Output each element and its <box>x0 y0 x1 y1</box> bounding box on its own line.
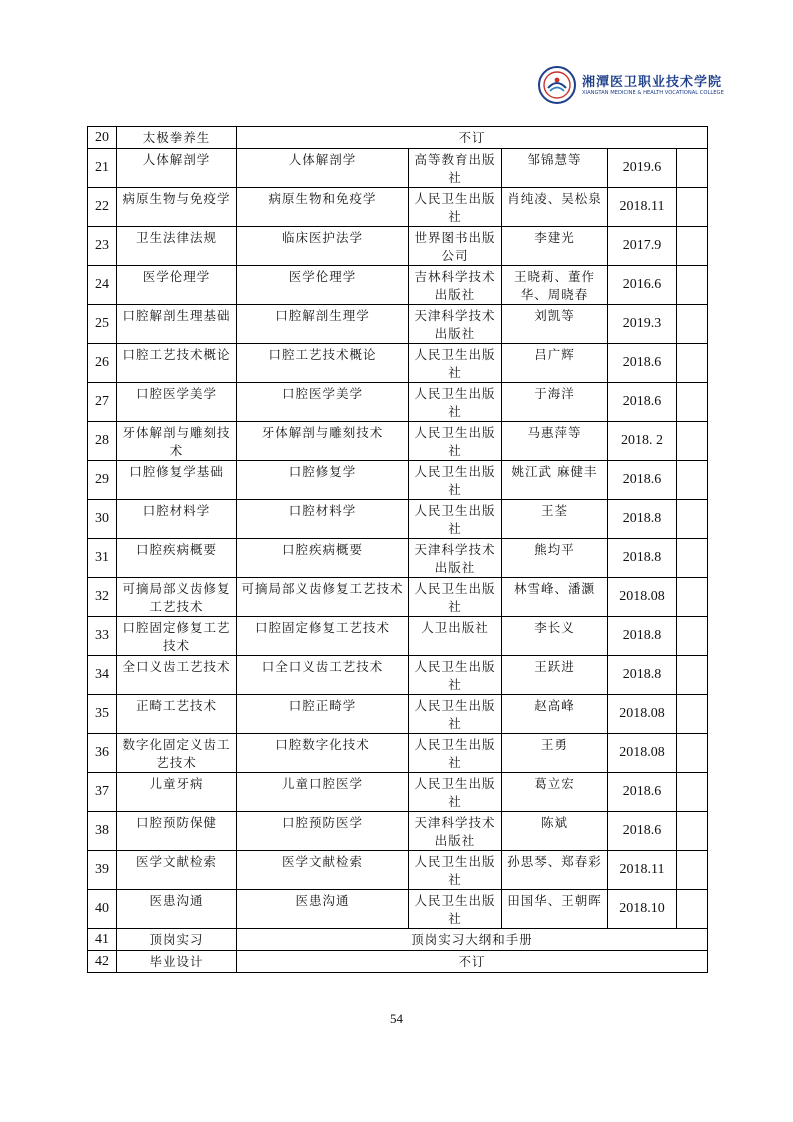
blank-cell <box>677 656 708 695</box>
table-row <box>88 188 708 227</box>
publish-date: 2018.8 <box>608 656 677 695</box>
textbook-title: 可摘局部义齿修复工艺技术 <box>237 578 409 617</box>
course-name: 人体解剖学 <box>117 149 237 188</box>
author: 林雪峰、潘灏 <box>502 578 608 617</box>
course-name: 口腔预防保健 <box>117 812 237 851</box>
blank-cell <box>677 266 708 305</box>
textbook-table-body <box>88 127 708 973</box>
table-row <box>88 929 708 951</box>
table-row <box>88 578 708 617</box>
row-number: 31 <box>88 539 117 578</box>
textbook-title: 口腔疾病概要 <box>237 539 409 578</box>
textbook-title: 口腔医学美学 <box>237 383 409 422</box>
row-number: 20 <box>88 127 117 149</box>
publisher: 人民卫生出版社 <box>409 851 502 890</box>
table-row <box>88 227 708 266</box>
row-number: 42 <box>88 951 117 973</box>
textbook-title: 口腔正畸学 <box>237 695 409 734</box>
page-number: 54 <box>390 1011 403 1026</box>
author: 李长义 <box>502 617 608 656</box>
table-row <box>88 695 708 734</box>
publisher: 人民卫生出版社 <box>409 383 502 422</box>
author: 王勇 <box>502 734 608 773</box>
author: 赵高峰 <box>502 695 608 734</box>
publish-date: 2018.08 <box>608 734 677 773</box>
publisher: 世界图书出版公司 <box>409 227 502 266</box>
author: 孙思琴、郑春彩 <box>502 851 608 890</box>
row-number: 40 <box>88 890 117 929</box>
row-number: 34 <box>88 656 117 695</box>
publish-date: 2018.10 <box>608 890 677 929</box>
course-name: 毕业设计 <box>117 951 237 973</box>
table-row <box>88 851 708 890</box>
college-emblem-icon <box>538 66 576 104</box>
course-name: 口腔解剖生理基础 <box>117 305 237 344</box>
course-name: 牙体解剖与雕刻技术 <box>117 422 237 461</box>
course-name: 顶岗实习 <box>117 929 237 951</box>
course-name: 医学文献检索 <box>117 851 237 890</box>
course-name: 口腔医学美学 <box>117 383 237 422</box>
author: 于海洋 <box>502 383 608 422</box>
row-number: 30 <box>88 500 117 539</box>
table-row <box>88 617 708 656</box>
publisher: 人民卫生出版社 <box>409 734 502 773</box>
span-note: 不订 <box>237 127 708 149</box>
publish-date: 2018.6 <box>608 773 677 812</box>
publisher: 天津科学技术出版社 <box>409 305 502 344</box>
span-note: 不订 <box>237 951 708 973</box>
publisher: 天津科学技术出版社 <box>409 539 502 578</box>
course-name: 病原生物与免疫学 <box>117 188 237 227</box>
publish-date: 2017.9 <box>608 227 677 266</box>
course-name: 儿童牙病 <box>117 773 237 812</box>
blank-cell <box>677 344 708 383</box>
table-row <box>88 951 708 973</box>
row-number: 41 <box>88 929 117 951</box>
publisher: 人民卫生出版社 <box>409 656 502 695</box>
textbook-title: 口腔预防医学 <box>237 812 409 851</box>
course-name: 口腔材料学 <box>117 500 237 539</box>
table-row <box>88 734 708 773</box>
table-row <box>88 422 708 461</box>
table-row <box>88 890 708 929</box>
row-number: 32 <box>88 578 117 617</box>
author: 王晓莉、董作华、周晓春 <box>502 266 608 305</box>
course-name: 医学伦理学 <box>117 266 237 305</box>
course-name: 可摘局部义齿修复工艺技术 <box>117 578 237 617</box>
author: 葛立宏 <box>502 773 608 812</box>
blank-cell <box>677 578 708 617</box>
publish-date: 2016.6 <box>608 266 677 305</box>
textbook-title: 临床医护法学 <box>237 227 409 266</box>
publisher: 人民卫生出版社 <box>409 500 502 539</box>
textbook-title: 口腔固定修复工艺技术 <box>237 617 409 656</box>
course-name: 数字化固定义齿工艺技术 <box>117 734 237 773</box>
blank-cell <box>677 227 708 266</box>
blank-cell <box>677 890 708 929</box>
blank-cell <box>677 500 708 539</box>
publisher: 吉林科学技术出版社 <box>409 266 502 305</box>
table-row <box>88 812 708 851</box>
textbook-title: 医学伦理学 <box>237 266 409 305</box>
author: 田国华、王朝晖 <box>502 890 608 929</box>
publish-date: 2018.6 <box>608 461 677 500</box>
table-row <box>88 383 708 422</box>
publish-date: 2018.6 <box>608 344 677 383</box>
blank-cell <box>677 617 708 656</box>
textbook-title: 口腔工艺技术概论 <box>237 344 409 383</box>
publisher: 高等教育出版社 <box>409 149 502 188</box>
table-row <box>88 539 708 578</box>
blank-cell <box>677 149 708 188</box>
row-number: 29 <box>88 461 117 500</box>
row-number: 27 <box>88 383 117 422</box>
course-name: 卫生法律法规 <box>117 227 237 266</box>
row-number: 24 <box>88 266 117 305</box>
textbook-title: 牙体解剖与雕刻技术 <box>237 422 409 461</box>
blank-cell <box>677 305 708 344</box>
publish-date: 2019.3 <box>608 305 677 344</box>
row-number: 38 <box>88 812 117 851</box>
author: 刘凯等 <box>502 305 608 344</box>
row-number: 28 <box>88 422 117 461</box>
publisher: 人卫出版社 <box>409 617 502 656</box>
row-number: 39 <box>88 851 117 890</box>
textbook-title: 医患沟通 <box>237 890 409 929</box>
publisher: 天津科学技术出版社 <box>409 812 502 851</box>
author: 熊均平 <box>502 539 608 578</box>
publisher: 人民卫生出版社 <box>409 773 502 812</box>
publish-date: 2018.6 <box>608 383 677 422</box>
publish-date: 2018. 2 <box>608 422 677 461</box>
textbook-title: 口腔修复学 <box>237 461 409 500</box>
row-number: 33 <box>88 617 117 656</box>
row-number: 36 <box>88 734 117 773</box>
publisher: 人民卫生出版社 <box>409 890 502 929</box>
publisher: 人民卫生出版社 <box>409 422 502 461</box>
college-name-cn: 湘潭医卫职业技术学院 <box>582 75 723 90</box>
textbook-title: 病原生物和免疫学 <box>237 188 409 227</box>
blank-cell <box>677 461 708 500</box>
textbook-title: 人体解剖学 <box>237 149 409 188</box>
author: 姚江武 麻健丰 <box>502 461 608 500</box>
textbook-title: 儿童口腔医学 <box>237 773 409 812</box>
publisher: 人民卫生出版社 <box>409 695 502 734</box>
author: 陈斌 <box>502 812 608 851</box>
college-logo <box>538 66 724 106</box>
publish-date: 2018.8 <box>608 539 677 578</box>
table-row <box>88 266 708 305</box>
publish-date: 2018.8 <box>608 617 677 656</box>
publisher: 人民卫生出版社 <box>409 344 502 383</box>
table-row <box>88 149 708 188</box>
course-name: 太极拳养生 <box>117 127 237 149</box>
blank-cell <box>677 812 708 851</box>
blank-cell <box>677 383 708 422</box>
publish-date: 2018.11 <box>608 188 677 227</box>
textbook-table <box>87 126 708 973</box>
publish-date: 2018.08 <box>608 578 677 617</box>
row-number: 22 <box>88 188 117 227</box>
author: 马惠萍等 <box>502 422 608 461</box>
textbook-title: 口腔数字化技术 <box>237 734 409 773</box>
blank-cell <box>677 695 708 734</box>
table-row <box>88 344 708 383</box>
blank-cell <box>677 422 708 461</box>
course-name: 正畸工艺技术 <box>117 695 237 734</box>
publish-date: 2018.8 <box>608 500 677 539</box>
span-note: 顶岗实习大纲和手册 <box>237 929 708 951</box>
publish-date: 2018.11 <box>608 851 677 890</box>
blank-cell <box>677 851 708 890</box>
publish-date: 2019.6 <box>608 149 677 188</box>
table-row <box>88 500 708 539</box>
course-name: 口腔工艺技术概论 <box>117 344 237 383</box>
blank-cell <box>677 773 708 812</box>
textbook-title: 医学文献检索 <box>237 851 409 890</box>
publisher: 人民卫生出版社 <box>409 461 502 500</box>
publish-date: 2018.08 <box>608 695 677 734</box>
publish-date: 2018.6 <box>608 812 677 851</box>
author: 王荃 <box>502 500 608 539</box>
author: 吕广辉 <box>502 344 608 383</box>
row-number: 23 <box>88 227 117 266</box>
row-number: 21 <box>88 149 117 188</box>
course-name: 口腔固定修复工艺技术 <box>117 617 237 656</box>
college-name-en: XIANGTAN MEDICINE & HEALTH VOCATIONAL COLLEGE <box>582 90 724 96</box>
table-row <box>88 127 708 149</box>
row-number: 35 <box>88 695 117 734</box>
blank-cell <box>677 539 708 578</box>
table-row <box>88 461 708 500</box>
table-row <box>88 773 708 812</box>
author: 王跃进 <box>502 656 608 695</box>
course-name: 口腔疾病概要 <box>117 539 237 578</box>
textbook-title: 口全口义齿工艺技术 <box>237 656 409 695</box>
textbook-title: 口腔解剖生理学 <box>237 305 409 344</box>
course-name: 口腔修复学基础 <box>117 461 237 500</box>
author: 李建光 <box>502 227 608 266</box>
course-name: 医患沟通 <box>117 890 237 929</box>
table-row <box>88 305 708 344</box>
publisher: 人民卫生出版社 <box>409 578 502 617</box>
publisher: 人民卫生出版社 <box>409 188 502 227</box>
textbook-title: 口腔材料学 <box>237 500 409 539</box>
blank-cell <box>677 734 708 773</box>
row-number: 26 <box>88 344 117 383</box>
row-number: 25 <box>88 305 117 344</box>
author: 邹锦慧等 <box>502 149 608 188</box>
row-number: 37 <box>88 773 117 812</box>
table-row <box>88 656 708 695</box>
course-name: 全口义齿工艺技术 <box>117 656 237 695</box>
author: 肖纯凌、吴松泉 <box>502 188 608 227</box>
blank-cell <box>677 188 708 227</box>
